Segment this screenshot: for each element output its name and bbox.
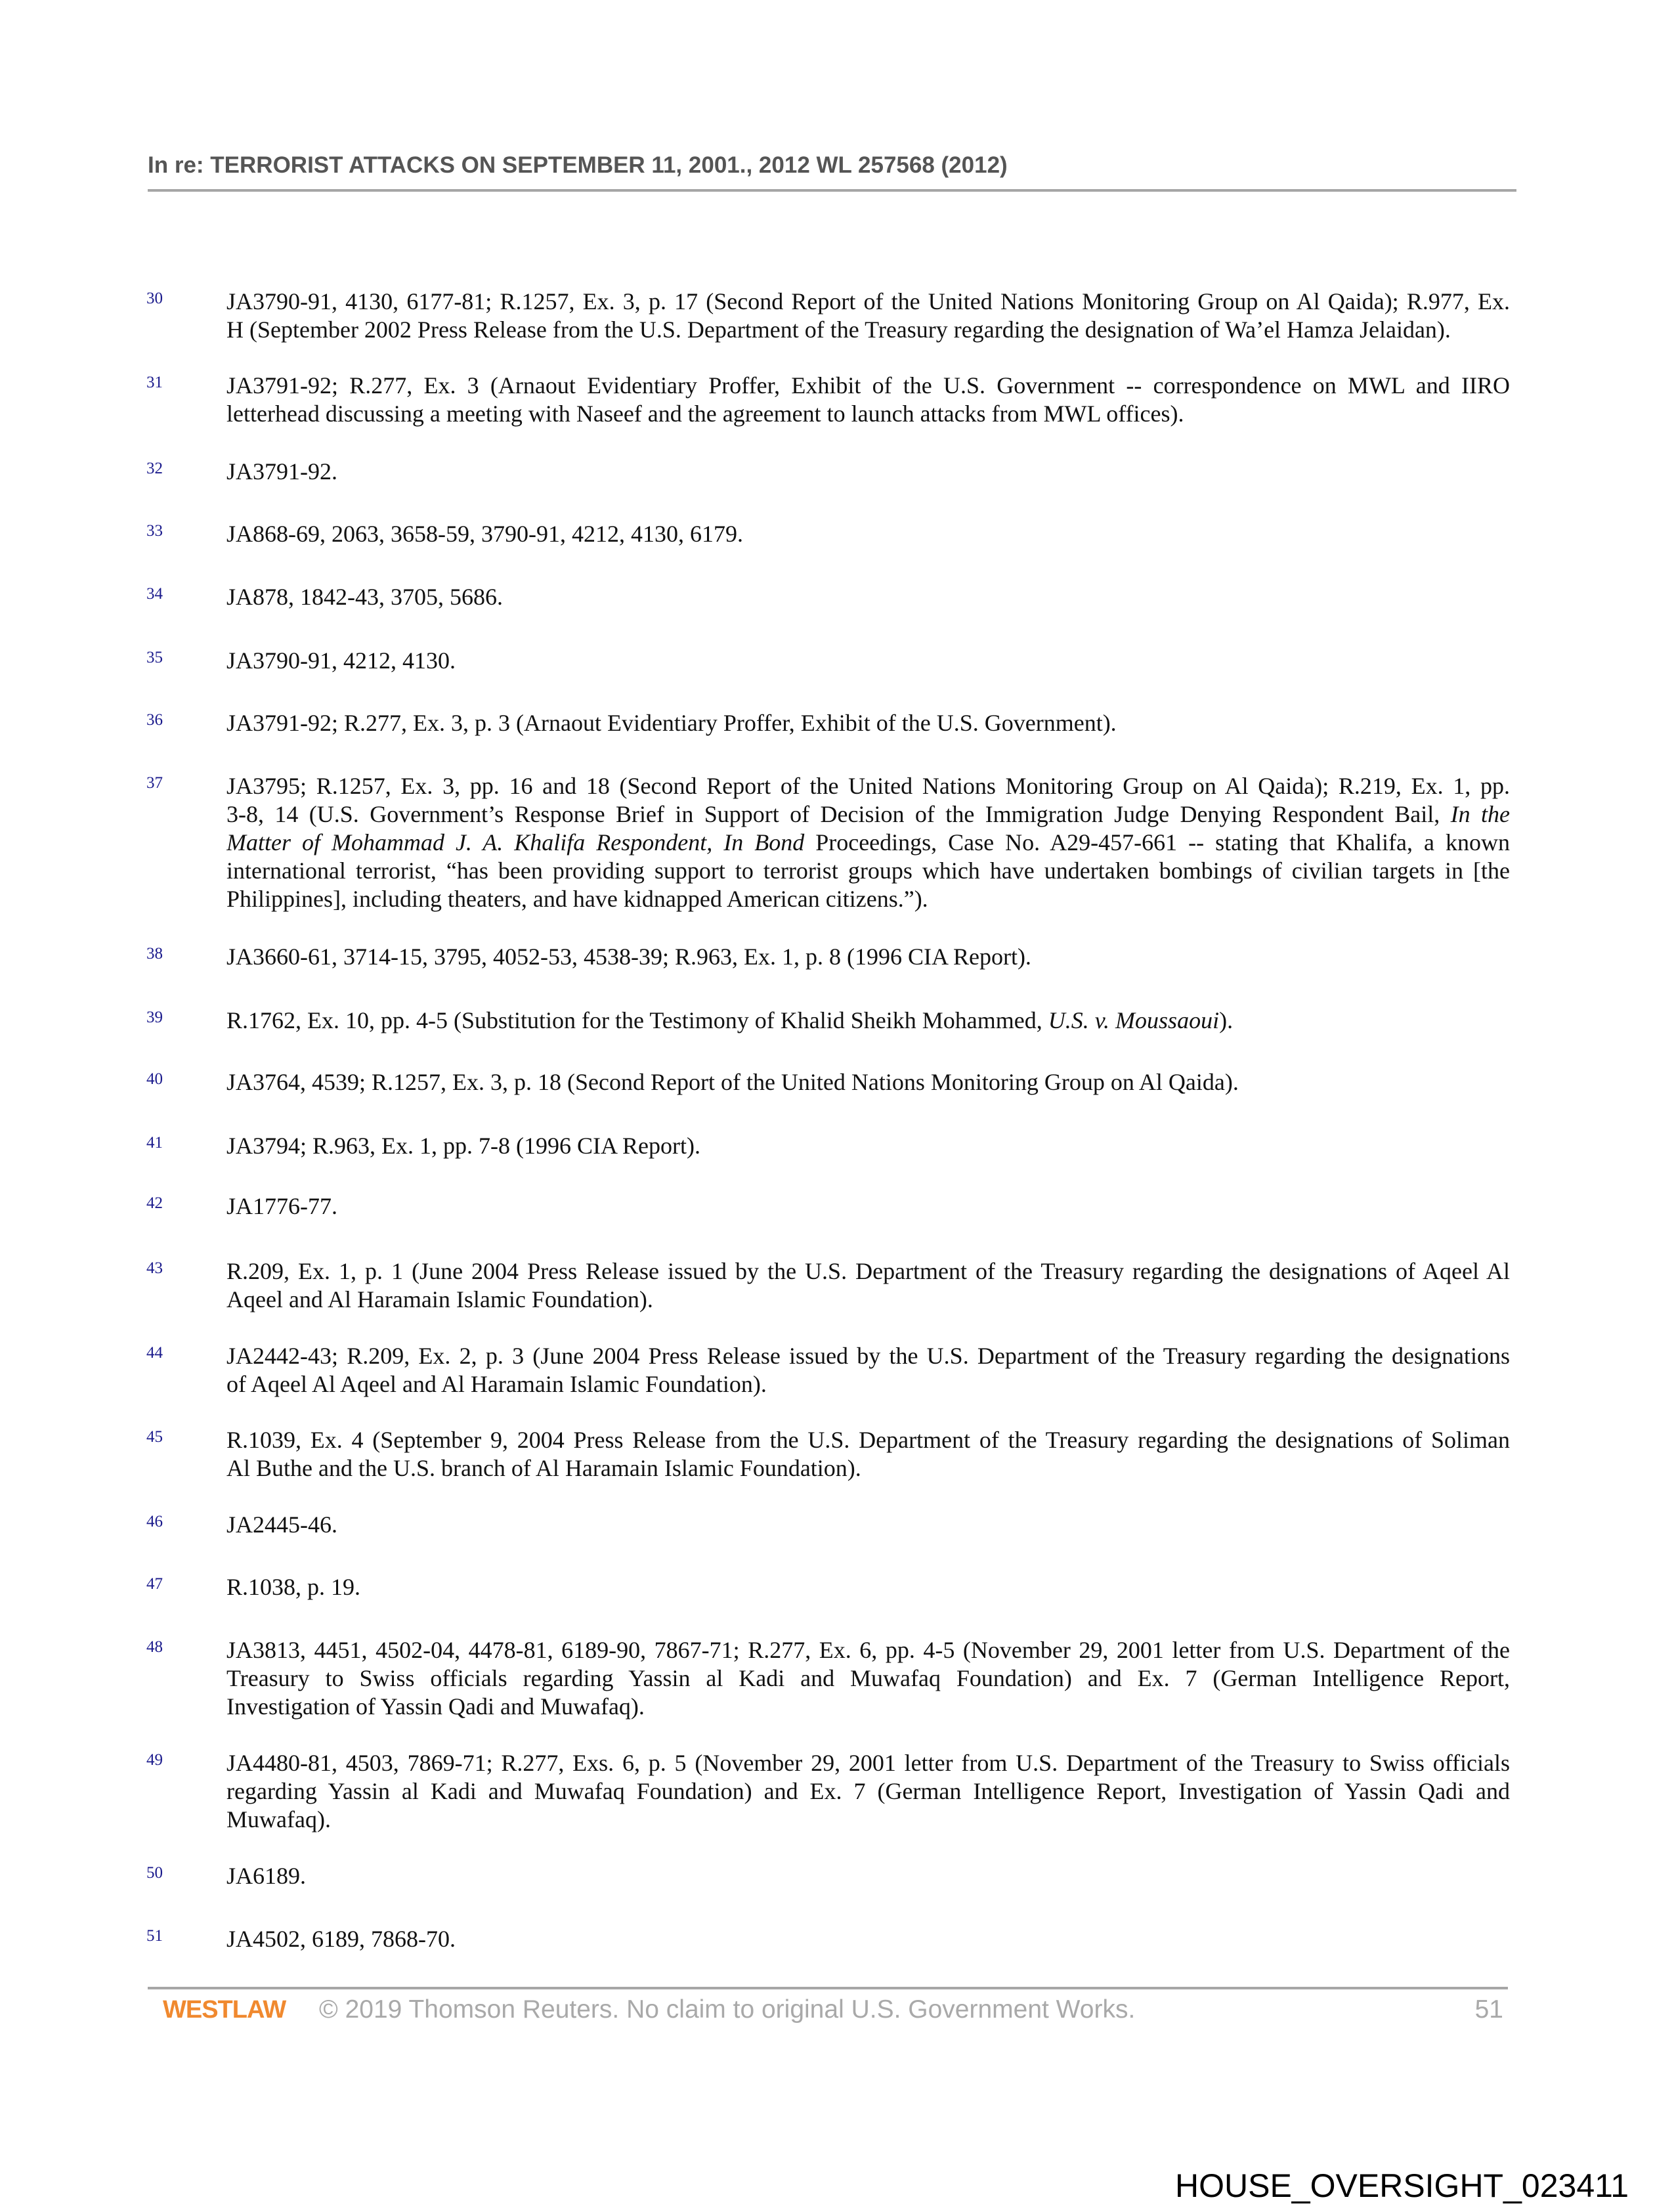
citation-text: JA3791-92.	[226, 458, 337, 485]
footnote-number-link[interactable]: 30	[146, 290, 163, 307]
italic-citation: U.S. v. Moussaoui	[1048, 1007, 1220, 1033]
footnote-line	[226, 288, 1510, 316]
footnote-line	[226, 458, 1510, 486]
footnote-line	[226, 772, 1510, 800]
footnote-number-link[interactable]: 43	[146, 1259, 163, 1277]
citation-text: JA868-69, 2063, 3658-59, 3790-91, 4212, 4130, 6179.	[226, 521, 743, 547]
citation-text: Al Buthe and the U.S. branch of Al Haramain Islamic Foundation).	[226, 1455, 861, 1481]
footnote-text	[226, 288, 1510, 344]
citation-text: Treasury to Swiss officials regarding Yassin al Kadi and Muwafaq Foundation) and Ex. 7 (German Intelligence Report,	[226, 1665, 1510, 1691]
footnote-number-link[interactable]: 48	[146, 1638, 163, 1656]
footer-copyright: © 2019 Thomson Reuters. No claim to original U.S. Government Works.	[319, 1995, 1136, 2024]
header-divider	[148, 189, 1516, 192]
page-header-title: In re: TERRORIST ATTACKS ON SEPTEMBER 11, 2001., 2012 WL 257568 (2012)	[148, 152, 1008, 178]
footer-page-number: 51	[1474, 1995, 1503, 2024]
footnote-number-link[interactable]: 32	[146, 460, 163, 477]
citation-text: R.1762, Ex. 10, pp. 4-5 (Substitution for the Testimony of Khalid Sheikh Mohammed,	[226, 1007, 1048, 1033]
footnote-line	[226, 885, 1510, 913]
citation-text: JA3813, 4451, 4502-04, 4478-81, 6189-90, 7867-71; R.277, Ex. 6, pp. 4-5 (November 29, 2001 letter from U.S. Department of the	[226, 1637, 1510, 1663]
citation-text: regarding Yassin al Kadi and Muwafaq Foundation) and Ex. 7 (German Intelligence Report, Investigation of Yassin Qadi and	[226, 1778, 1510, 1804]
footnote-number-link[interactable]: 46	[146, 1513, 163, 1530]
citation-text: JA3794; R.963, Ex. 1, pp. 7-8 (1996 CIA Report).	[226, 1133, 700, 1159]
footnote-text	[226, 709, 1510, 737]
footnote-number-link[interactable]: 45	[146, 1428, 163, 1446]
footnote-number-link[interactable]: 33	[146, 522, 163, 540]
footnote-line	[226, 647, 1510, 675]
footnote-line	[226, 1511, 1510, 1539]
footnote-number-link[interactable]: 50	[146, 1864, 163, 1882]
citation-text: Muwafaq).	[226, 1806, 331, 1832]
italic-citation: In the	[1450, 801, 1510, 827]
footnote-number-link[interactable]: 41	[146, 1134, 163, 1152]
footnote-line	[226, 1636, 1510, 1664]
footnote-line	[226, 829, 1510, 857]
footnote-line	[226, 400, 1510, 428]
footnote-line	[226, 1777, 1510, 1806]
footnote-number-link[interactable]: 34	[146, 585, 163, 603]
citation-text: R.1038, p. 19.	[226, 1574, 361, 1600]
footnote-text	[226, 372, 1510, 428]
footnote-text	[226, 520, 1510, 548]
citation-text: of Aqeel Al Aqeel and Al Haramain Islamic Foundation).	[226, 1371, 767, 1397]
footnote-text	[226, 1636, 1510, 1721]
footnote-text	[226, 1573, 1510, 1601]
footnote-number-link[interactable]: 35	[146, 649, 163, 666]
footnote-line	[226, 1192, 1510, 1221]
citation-text: JA4502, 6189, 7868-70.	[226, 1926, 456, 1952]
citation-text: JA2442-43; R.209, Ex. 2, p. 3 (June 2004 Press Release issued by the U.S. Department of the Treasury regarding the designations	[226, 1343, 1510, 1369]
footnote-number-link[interactable]: 39	[146, 1008, 163, 1026]
footnote-number-link[interactable]: 42	[146, 1194, 163, 1212]
citation-text: JA3764, 4539; R.1257, Ex. 3, p. 18 (Second Report of the United Nations Monitoring Group on Al Qaida).	[226, 1069, 1239, 1095]
footer-divider	[148, 1987, 1508, 1989]
citation-text: JA3790-91, 4130, 6177-81; R.1257, Ex. 3, p. 17 (Second Report of the United Nations Monitoring Group on Al Qaida); R.977, Ex.	[226, 288, 1510, 314]
footnote-number-link[interactable]: 37	[146, 774, 163, 792]
footnote-line	[226, 1664, 1510, 1693]
footnote-text	[226, 1068, 1510, 1096]
citation-text: Proceedings, Case No. A29-457-661 -- stating that Khalifa, a known	[804, 829, 1510, 856]
footnote-text	[226, 1132, 1510, 1160]
footnote-text	[226, 772, 1510, 913]
footnote-text	[226, 458, 1510, 486]
bates-label: HOUSE_OVERSIGHT_023411	[1175, 2167, 1629, 2204]
citation-text: JA1776-77.	[226, 1193, 337, 1219]
footnote-number-link[interactable]: 31	[146, 374, 163, 391]
footnote-line	[226, 943, 1510, 971]
footnote-line	[226, 316, 1510, 344]
citation-text: JA2445-46.	[226, 1511, 337, 1538]
citation-text: JA3660-61, 3714-15, 3795, 4052-53, 4538-39; R.963, Ex. 1, p. 8 (1996 CIA Report).	[226, 943, 1031, 970]
footnote-line	[226, 1342, 1510, 1370]
westlaw-logo: WESTLAW	[163, 1996, 286, 2024]
footnote-line	[226, 1925, 1510, 1953]
footnote-line	[226, 800, 1510, 829]
footnote-number-link[interactable]: 36	[146, 711, 163, 729]
footnote-text	[226, 1257, 1510, 1314]
footnote-text	[226, 583, 1510, 611]
citation-text: letterhead discussing a meeting with Naseef and the agreement to launch attacks from MWL offices).	[226, 401, 1184, 427]
footnote-line	[226, 1257, 1510, 1286]
footnote-line	[226, 1862, 1510, 1890]
footnote-number-link[interactable]: 44	[146, 1344, 163, 1362]
citation-text: ).	[1219, 1007, 1234, 1033]
footnote-text	[226, 1749, 1510, 1834]
footnote-number-link[interactable]: 47	[146, 1575, 163, 1593]
footnote-line	[226, 520, 1510, 548]
footnote-line	[226, 857, 1510, 885]
footnote-line	[226, 1806, 1510, 1834]
footnote-number-link[interactable]: 40	[146, 1070, 163, 1088]
citation-text: R.1039, Ex. 4 (September 9, 2004 Press Release from the U.S. Department of the Treasury regarding the designations of Soliman	[226, 1427, 1510, 1453]
footnote-number-link[interactable]: 49	[146, 1751, 163, 1769]
citation-text: JA3790-91, 4212, 4130.	[226, 647, 456, 674]
footnote-text	[226, 1192, 1510, 1221]
footnote-line	[226, 1749, 1510, 1777]
footnote-line	[226, 1454, 1510, 1483]
citation-text: Investigation of Yassin Qadi and Muwafaq).	[226, 1693, 645, 1720]
citation-text: 3-8, 14 (U.S. Government’s Response Brief in Support of Decision of the Immigration Judge Denying Respondent Bail,	[226, 801, 1451, 827]
citation-text: JA3791-92; R.277, Ex. 3 (Arnaout Evidentiary Proffer, Exhibit of the U.S. Government -- correspondence on MWL and IIRO	[226, 372, 1510, 399]
footnote-number-link[interactable]: 38	[146, 945, 163, 963]
footnote-text	[226, 1342, 1510, 1399]
citation-text: Aqeel and Al Haramain Islamic Foundation).	[226, 1286, 653, 1312]
footnote-text	[226, 647, 1510, 675]
footnote-line	[226, 1370, 1510, 1399]
footnote-line	[226, 1573, 1510, 1601]
footnote-line	[226, 583, 1510, 611]
footnote-text	[226, 1426, 1510, 1483]
footnote-number-link[interactable]: 51	[146, 1927, 163, 1945]
footnote-text	[226, 943, 1510, 971]
citation-text: R.209, Ex. 1, p. 1 (June 2004 Press Release issued by the U.S. Department of the Treasury regarding the designations of Aqeel Al	[226, 1258, 1510, 1284]
footnote-text	[226, 1925, 1510, 1953]
footnote-line	[226, 1286, 1510, 1314]
citation-text: JA6189.	[226, 1863, 307, 1889]
footnote-line	[226, 1068, 1510, 1096]
citation-text: JA3791-92; R.277, Ex. 3, p. 3 (Arnaout Evidentiary Proffer, Exhibit of the U.S. Government).	[226, 710, 1117, 736]
italic-citation: Matter of Mohammad J. A. Khalifa Respondent, In Bond	[226, 829, 805, 856]
citation-text: JA3795; R.1257, Ex. 3, pp. 16 and 18 (Second Report of the United Nations Monitoring Group on Al Qaida); R.219, Ex. 1, pp.	[226, 773, 1510, 799]
footnote-line	[226, 1007, 1510, 1035]
footnote-line	[226, 709, 1510, 737]
footnote-line	[226, 1426, 1510, 1454]
citation-text: Philippines], including theaters, and have kidnapped American citizens.”).	[226, 886, 928, 912]
citation-text: H (September 2002 Press Release from the U.S. Department of the Treasury regarding the designation of Wa’el Hamza Jelaidan).	[226, 316, 1451, 343]
footnote-text	[226, 1862, 1510, 1890]
citation-text: international terrorist, “has been providing support to terrorist groups which have undertaken bombings of civilian targets in [the	[226, 857, 1510, 884]
footnote-line	[226, 1132, 1510, 1160]
footnote-line	[226, 1693, 1510, 1721]
footnote-line	[226, 372, 1510, 400]
footnote-text	[226, 1007, 1510, 1035]
citation-text: JA878, 1842-43, 3705, 5686.	[226, 584, 503, 610]
citation-text: JA4480-81, 4503, 7869-71; R.277, Exs. 6, p. 5 (November 29, 2001 letter from U.S. Department of the Treasury to Swiss officials	[226, 1750, 1510, 1776]
footnote-text	[226, 1511, 1510, 1539]
